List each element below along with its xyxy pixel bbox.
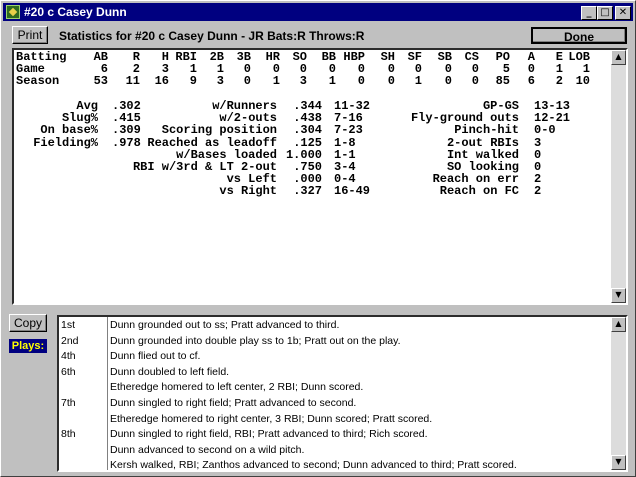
print-button[interactable]: Print	[12, 26, 48, 44]
stat-label: On base%	[40, 123, 98, 138]
inning-label: 4th	[61, 350, 76, 363]
stat-value: 0	[534, 147, 542, 162]
table-cell: 0	[243, 62, 251, 76]
plays-scrollbar[interactable]	[611, 317, 626, 470]
inning-label: 2nd	[61, 334, 79, 347]
table-cell: 0	[471, 62, 479, 76]
table-cell: 0	[299, 62, 307, 76]
table-cell: 11	[125, 74, 140, 88]
column-header: Batting	[16, 50, 67, 64]
row-label: Season	[16, 74, 60, 88]
column-header: HR	[265, 50, 280, 64]
play-item: Dunn flied out to cf.	[110, 350, 201, 363]
table-cell: 0	[527, 62, 535, 76]
table-cell: 0	[387, 62, 395, 76]
table-cell: 1	[328, 74, 336, 88]
stat-value: .978	[112, 135, 141, 150]
minimize-button[interactable]: _	[581, 6, 597, 20]
column-header: H	[161, 50, 169, 64]
stat-label: Reach on FC	[439, 184, 519, 199]
stat-value: .304	[293, 123, 322, 138]
table-cell: 0	[272, 62, 280, 76]
play-item: Etheredge homered to right center, 3 RBI; Dunn scored; Pratt scored.	[110, 412, 433, 425]
stat-extra: 3-4	[334, 160, 356, 174]
column-header: CS	[464, 50, 479, 64]
table-cell: 16	[154, 74, 169, 88]
stat-label: SO looking	[446, 160, 519, 174]
table-cell: 6	[527, 74, 535, 88]
table-cell: 0	[471, 74, 479, 88]
window-title: #20 c Casey Dunn	[24, 5, 127, 19]
table-cell: 3	[216, 74, 224, 88]
play-item: Dunn singled to right field; Pratt advanced to second.	[110, 397, 357, 409]
column-header: RBI	[175, 50, 197, 64]
play-item: Dunn singled to right field, RBI; Pratt advanced to third; Rich scored.	[110, 428, 428, 441]
stat-value: 2	[534, 184, 542, 199]
copy-button[interactable]: Copy	[9, 314, 47, 332]
table-cell: 2	[132, 62, 140, 76]
stat-label: vs Right	[219, 184, 277, 199]
inning-label: 7th	[61, 397, 76, 409]
table-cell: 0	[328, 62, 336, 76]
inning-label: 1st	[61, 319, 76, 331]
scroll-down-arrow-icon[interactable]: ▼	[611, 288, 626, 303]
stat-value: .302	[112, 99, 141, 113]
stat-value: .000	[293, 172, 322, 187]
column-header: E	[555, 50, 563, 64]
inning-label: 8th	[61, 428, 76, 441]
column-header: AB	[93, 50, 108, 64]
stat-label: Scoring position	[161, 123, 277, 138]
stat-extra: 11-32	[334, 99, 371, 113]
scroll-up-arrow-icon[interactable]: ▲	[611, 317, 626, 332]
play-item: Dunn doubled to left field.	[110, 365, 230, 378]
scroll-up-arrow-icon[interactable]: ▲	[611, 50, 626, 65]
stat-label: vs Left	[226, 172, 277, 187]
stat-extra: 16-49	[334, 184, 371, 199]
maximize-button[interactable]: □	[597, 6, 613, 20]
stat-extra: 1-1	[334, 147, 356, 162]
plays-label: Plays:	[9, 339, 47, 353]
stat-value: .309	[112, 123, 141, 138]
stats-panel	[12, 48, 628, 305]
stat-label: Reached as leadoff	[147, 135, 277, 150]
stat-value: 1.000	[285, 147, 322, 162]
table-cell: 1	[555, 62, 563, 76]
stat-label: Pinch-hit	[454, 123, 519, 138]
column-header: BB	[321, 50, 336, 64]
stat-value: 3	[534, 135, 542, 150]
table-cell: 1	[414, 74, 422, 88]
column-header: PO	[495, 50, 510, 64]
stat-value: 0	[534, 160, 542, 174]
column-header: SH	[380, 50, 395, 64]
stat-value: .125	[293, 135, 322, 150]
column-header: 2B	[209, 50, 224, 64]
stat-label: GP-GS	[482, 99, 519, 113]
stat-label: Slug%	[61, 111, 98, 126]
column-header: A	[527, 50, 535, 64]
play-item: Dunn grounded into double play ss to 1b; Pratt out on the play.	[110, 334, 401, 347]
table-cell: 1	[582, 62, 590, 76]
table-cell: 1	[216, 62, 224, 76]
column-header: LOB	[568, 50, 590, 64]
stat-value: .438	[293, 111, 322, 126]
table-cell: 0	[444, 74, 452, 88]
stat-label: 2-out RBIs	[446, 135, 519, 150]
table-cell: 6	[100, 62, 108, 76]
stat-label: Reach on err	[432, 172, 519, 187]
stat-value: 2	[534, 172, 542, 187]
column-header: SF	[407, 50, 422, 64]
play-item: Dunn advanced to second on a wild pitch.	[110, 443, 305, 456]
scroll-down-arrow-icon[interactable]: ▼	[611, 455, 626, 470]
table-cell: 0	[387, 74, 395, 88]
stat-label: RBI w/3rd & LT 2-out	[132, 160, 277, 174]
row-label: Game	[16, 62, 45, 76]
table-cell: 3	[161, 62, 169, 76]
table-cell: 5	[502, 62, 510, 76]
stat-value: 13-13	[534, 99, 571, 113]
stat-value: 12-21	[534, 111, 571, 126]
stat-label: Fly-ground outs	[410, 111, 519, 126]
stats-scrollbar[interactable]	[611, 50, 626, 303]
stat-value: .415	[112, 111, 141, 126]
table-cell: 85	[495, 74, 510, 88]
done-button[interactable]: Done	[531, 27, 627, 44]
table-cell: 1	[189, 62, 197, 76]
inning-divider	[107, 317, 108, 470]
play-item: Etheredge homered to left center, 2 RBI; Dunn scored.	[110, 381, 364, 394]
table-cell: 0	[243, 74, 251, 88]
stat-label: w/2-outs	[219, 111, 277, 126]
stat-label: Fielding%	[33, 135, 98, 150]
stat-label: Int walked	[446, 147, 519, 162]
stat-value: .344	[293, 99, 322, 113]
stat-extra: 7-16	[334, 111, 363, 126]
close-button[interactable]: ✕	[615, 6, 631, 20]
stat-value: 0-0	[534, 123, 556, 138]
inning-label: 6th	[61, 365, 76, 378]
stat-extra: 0-4	[334, 172, 356, 187]
play-item: Dunn grounded out to ss; Pratt advanced to third.	[110, 319, 340, 331]
column-header: 3B	[236, 50, 251, 64]
stat-value: .750	[293, 160, 322, 174]
stats-heading: Statistics for #20 c Casey Dunn - JR Bats:R Throws:R	[59, 29, 365, 43]
play-item: Kersh walked, RBI; Zanthos advanced to second; Dunn advanced to third; Pratt scored.	[110, 459, 517, 472]
stat-label: w/Runners	[212, 99, 277, 113]
stat-label: Avg	[76, 99, 98, 113]
table-cell: 1	[272, 74, 280, 88]
table-cell: 10	[575, 74, 590, 88]
column-header: SB	[437, 50, 452, 64]
table-cell: 0	[414, 62, 422, 76]
column-header: R	[132, 50, 140, 64]
stat-extra: 1-8	[334, 135, 356, 150]
column-header: HBP	[343, 50, 365, 64]
title-bar[interactable]	[3, 3, 633, 21]
table-cell: 0	[444, 62, 452, 76]
stat-value: .327	[293, 184, 322, 199]
table-cell: 0	[357, 62, 365, 76]
app-icon	[6, 5, 20, 19]
table-cell: 3	[299, 74, 307, 88]
column-header: SO	[292, 50, 307, 64]
table-cell: 53	[93, 74, 108, 88]
stat-label: w/Bases loaded	[176, 147, 277, 162]
table-cell: 2	[555, 74, 563, 88]
table-cell: 0	[357, 74, 365, 88]
stat-extra: 7-23	[334, 123, 363, 138]
table-cell: 9	[189, 74, 197, 88]
plays-panel	[57, 315, 628, 472]
